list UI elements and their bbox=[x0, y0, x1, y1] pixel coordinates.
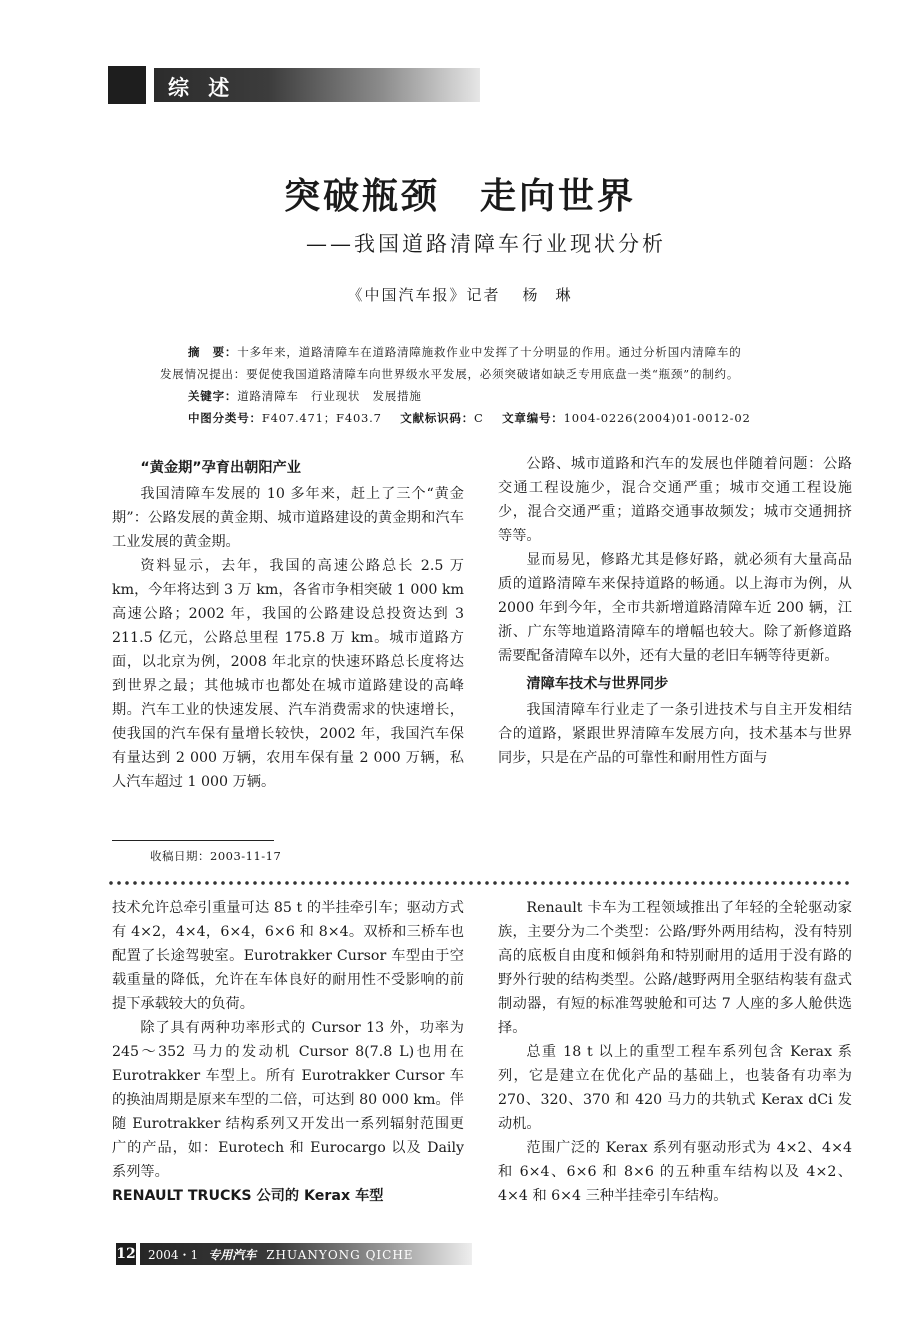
page-divider bbox=[108, 880, 850, 886]
section-heading-golden-period: “黄金期”孕育出朝阳产业 bbox=[140, 460, 301, 476]
author-name2: 琳 bbox=[555, 286, 573, 304]
upper-right-column bbox=[498, 452, 852, 770]
doc-code-label: 文献标识码： bbox=[400, 411, 475, 425]
page-number: 12 bbox=[116, 1243, 136, 1265]
received-date: 收稿日期：2003-11-17 bbox=[150, 849, 282, 863]
page-footer bbox=[116, 1243, 472, 1265]
section-heading-renault: RENAULT TRUCKS 公司的 Kerax 车型 bbox=[112, 1188, 384, 1204]
paragraph: 资料显示，去年，我国的高速公路总长 2.5 万 km，今年将达到 3 万 km，各省市争相突破 1 000 km 高速公路；2002 年，我国的公路建设总投资达到 3 211.5 亿元，公路总里程 175.8 万 km。城市道路方面，以北京为例，2008 年北京的快速环路总长度将达到世界之最；其他城市也都处在城市道路建设的高峰期。汽车工业的快速发展、汽车消费需求的快速增长，使我国的汽车保有量增长较快，2002 年，我国汽车保有量达到 2 000 万辆，农用车保有量 2 000 万辆，私人汽车超过 1 000 万辆。 bbox=[112, 558, 464, 790]
lower-right-column bbox=[498, 896, 852, 1208]
article-subtitle: ——我国道路清障车行业现状分析 bbox=[306, 232, 666, 256]
footnote-rule bbox=[112, 840, 274, 841]
author-source: 《中国汽车报》记者 bbox=[347, 286, 501, 304]
section-tag bbox=[108, 66, 480, 104]
abstract-line2: 发展情况提出：要促使我国道路清障车向世界级水平发展，必须突破诸如缺乏专用底盘一类“瓶颈”的制约。 bbox=[160, 367, 740, 381]
author-name1: 杨 bbox=[522, 286, 540, 304]
paragraph: 公路、城市道路和汽车的发展也伴随着问题：公路交通工程设施少，混合交通严重；城市交通工程设施少，混合交通严重；道路交通事故频发；城市交通拥挤等等。 bbox=[498, 456, 852, 544]
clc-label: 中图分类号： bbox=[188, 411, 262, 425]
section-tag-label: 综 述 bbox=[168, 76, 236, 100]
paragraph: Renault 卡车为工程领域推出了年轻的全轮驱动家族，主要分为二个类型：公路/野外两用结构，没有特别高的底板自由度和倾斜角和特别耐用的适用于没有路的野外行驶的结构类型。公路/越野两用全驱结构装有盘式制动器，有短的标准驾驶舱和可达 7 人座的多人舱供选择。 bbox=[498, 900, 852, 1036]
footer-journal: 专用汽车 bbox=[208, 1248, 257, 1262]
section-heading-tech: 清障车技术与世界同步 bbox=[526, 676, 669, 692]
paragraph: 除了具有两种功率形式的 Cursor 13 外，功率为 245～352 马力的发动机 Cursor 8(7.8 L)也用在 Eurotrakker 车型上。所有 Eurotrakker Cursor 车的换油周期是原来车型的二倍，可达到 80 000 km。伴随 Eurotrakker 结构系列又开发出一系列辐射范围更广的产品，如：Eurotech 和 Eurocargo 以及 Daily 系列等。 bbox=[112, 1020, 464, 1180]
title-part1: 突破瓶颈 bbox=[283, 176, 440, 217]
classification-line bbox=[188, 410, 751, 426]
paragraph: 显而易见，修路尤其是修好路，就必须有大量高品质的道路清障车来保持道路的畅通。以上海市为例，从 2000 年到今年，全市共新增道路清障车近 200 辆，江浙、广东等地道路清障车的增幅也较大。除了新修道路需要配备清障车以外，还有大量的老旧车辆等待更新。 bbox=[498, 552, 852, 664]
article-no-value: 1004-0226(2004)01-0012-02 bbox=[563, 411, 751, 425]
keywords-text: 道路清障车 行业现状 发展措施 bbox=[237, 389, 422, 403]
abstract-line1 bbox=[188, 344, 742, 360]
keywords-line bbox=[188, 388, 422, 404]
title-part2: 走向世界 bbox=[480, 176, 637, 217]
paragraph: 技术允许总牵引重量可达 85 t 的半挂牵引车；驱动方式有 4×2，4×4，6×4，6×6 和 8×4。双桥和三桥车也配置了长途驾驶室。Eurotrakker Cursor 车型由于空载重量的降低，允许在车体良好的耐用性不受影响的前提下承载较大的负荷。 bbox=[112, 900, 464, 1012]
paragraph: 范围广泛的 Kerax 系列有驱动形式为 4×2、4×4 和 6×4、6×6 和 8×6 的五种重车结构以及 4×2、4×4 和 6×4 三种半挂牵引车结构。 bbox=[498, 1140, 852, 1204]
abstract-text1: 十多年来，道路清障车在道路清障施救作业中发挥了十分明显的作用。通过分析国内清障车的 bbox=[237, 345, 742, 359]
paragraph: 总重 18 t 以上的重型工程车系列包含 Kerax 系列，它是建立在优化产品的基础上，也装备有功率为 270、320、370 和 420 马力的共轨式 Kerax dCi 发动机。 bbox=[498, 1044, 852, 1132]
author-line bbox=[0, 284, 920, 305]
keywords-label: 关键字： bbox=[188, 389, 238, 403]
article-title bbox=[0, 168, 920, 219]
section-tag-block bbox=[108, 66, 146, 104]
abstract-label: 摘 要： bbox=[188, 345, 238, 359]
upper-left-column bbox=[112, 452, 464, 794]
footer-issue: 2004・1 bbox=[148, 1248, 199, 1262]
paragraph: 我国清障车行业走了一条引进技术与自主开发相结合的道路，紧跟世界清障车发展方向，技术基本与世界同步，只是在产品的可靠性和耐用性方面与 bbox=[498, 702, 852, 766]
paragraph: 我国清障车发展的 10 多年来，赶上了三个“黄金期”：公路发展的黄金期、城市道路建设的黄金期和汽车工业发展的黄金期。 bbox=[112, 486, 464, 550]
footer-journal-en: ZHUANYONG QICHE bbox=[266, 1248, 414, 1262]
lower-left-column bbox=[112, 896, 464, 1210]
footer-text bbox=[148, 1246, 414, 1263]
article-no-label: 文章编号： bbox=[502, 411, 564, 425]
clc-value: F407.471；F403.7 bbox=[261, 411, 382, 425]
doc-code-value: C bbox=[474, 411, 484, 425]
